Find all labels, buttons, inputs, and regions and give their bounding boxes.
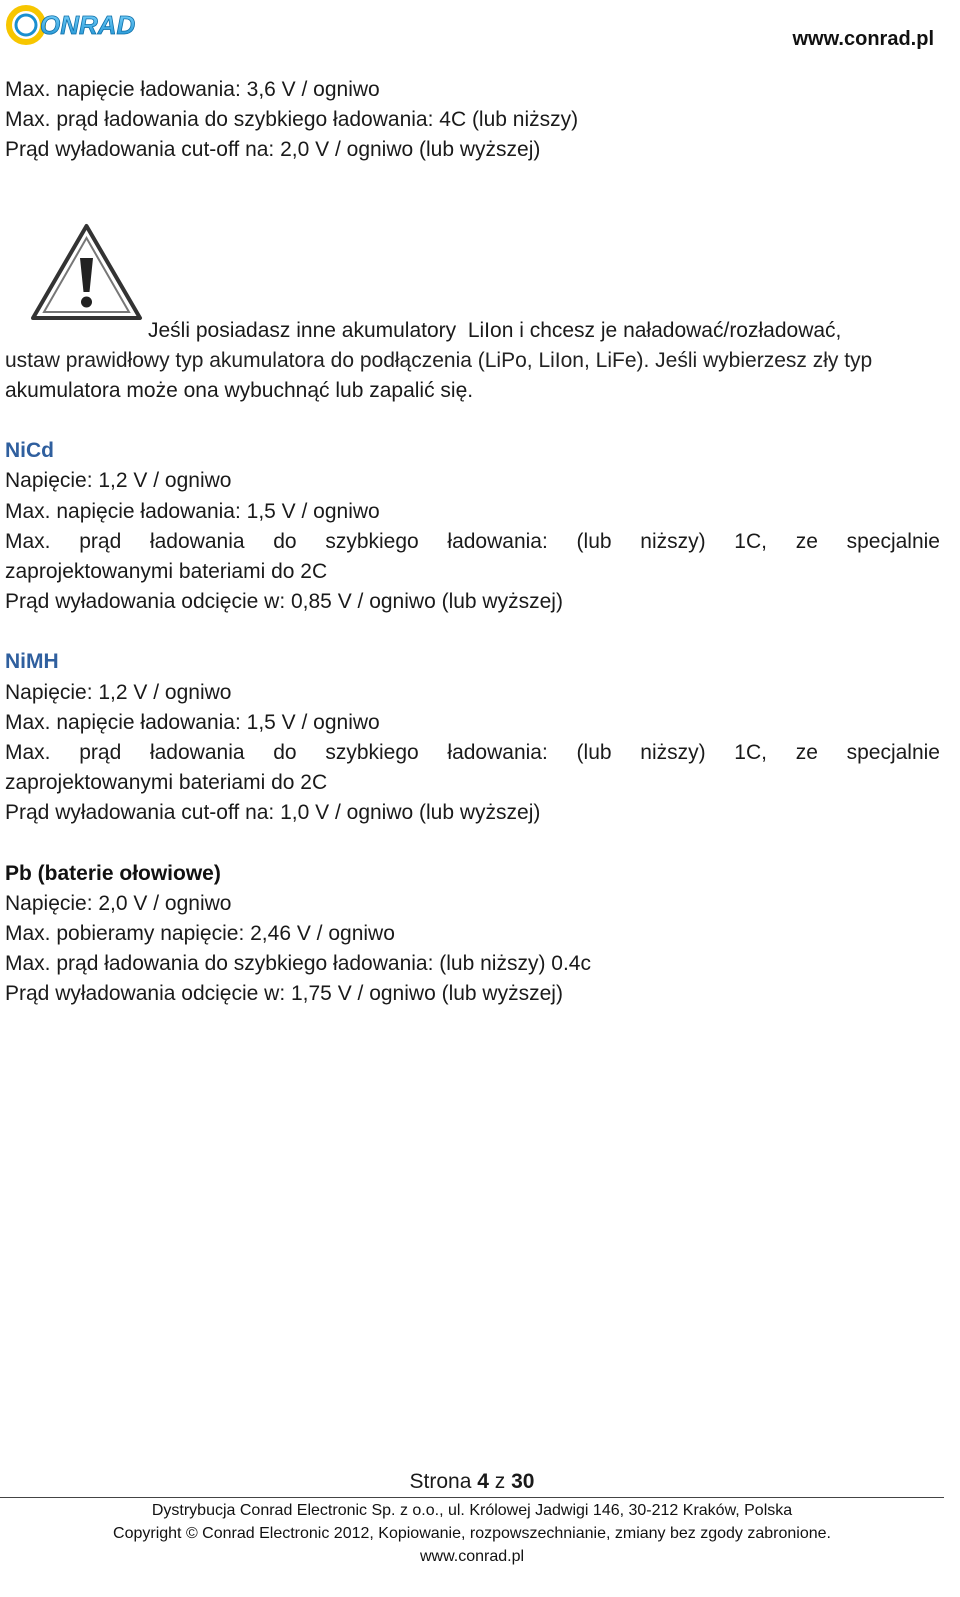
footer-divider — [0, 1497, 944, 1498]
page-current: 4 — [477, 1470, 489, 1493]
nimh-fast-charge-line2: zaprojektowanymi bateriami do 2C — [5, 771, 328, 795]
pb-fast-charge: Max. prąd ładowania do szybkiego ładowania: (lub niższy) 0.4c — [5, 952, 591, 976]
nimh-fast-charge-line1: Max. prąd ładowania do szybkiego ładowania: (lub niższy) 1C, ze specjalnie — [5, 741, 940, 765]
nimh-cutoff: Prąd wyładowania cut-off na: 1,0 V / ogniwo (lub wyższej) — [5, 801, 541, 825]
conrad-logo — [6, 4, 162, 46]
nicd-max-charge-voltage: Max. napięcie ładowania: 1,5 V / ogniwo — [5, 499, 380, 523]
nimh-voltage: Napięcie: 1,2 V / ogniwo — [5, 680, 232, 704]
page-content — [5, 75, 940, 1010]
footer-url[interactable]: www.conrad.pl — [419, 1548, 525, 1565]
pb-heading: Pb (baterie ołowiowe) — [5, 861, 221, 885]
nicd-cutoff: Prąd wyładowania odcięcie w: 0,85 V / ogniwo (lub wyższej) — [5, 590, 563, 614]
liion-fast-charge-current: Max. prąd ładowania do szybkiego ładowania: 4C (lub niższy) — [5, 108, 579, 132]
pb-cutoff: Prąd wyładowania odcięcie w: 1,75 V / ogniwo (lub wyższej) — [5, 982, 563, 1006]
warning-text-line1: Jeśli posiadasz inne akumulatory LiIon i chcesz je naładować/rozładować, — [148, 318, 842, 342]
page-number — [0, 1470, 944, 1494]
footer-copyright: Copyright © Conrad Electronic 2012, Kopiowanie, rozpowszechnianie, zmiany bez zgody zabronione. — [113, 1525, 831, 1542]
nimh-max-charge-voltage: Max. napięcie ładowania: 1,5 V / ogniwo — [5, 710, 380, 734]
page-prefix: Strona — [409, 1470, 478, 1493]
nicd-voltage: Napięcie: 1,2 V / ogniwo — [5, 469, 232, 493]
nicd-fast-charge-line1: Max. prąd ładowania do szybkiego ładowania: (lub niższy) 1C, ze specjalnie — [5, 529, 940, 553]
warning-triangle-icon — [29, 222, 144, 322]
nicd-fast-charge-line2: zaprojektowanymi bateriami do 2C — [5, 560, 328, 584]
pb-voltage: Napięcie: 2,0 V / ogniwo — [5, 891, 232, 915]
warning-text-line2: ustaw prawidłowy typ akumulatora do podłączenia (LiPo, LiIon, LiFe). Jeśli wybierzesz zły typ — [5, 348, 873, 372]
svg-text:ONRAD: ONRAD — [40, 10, 136, 40]
nicd-heading: NiCd — [5, 439, 54, 463]
liion-cutoff: Prąd wyładowania cut-off na: 2,0 V / ogniwo (lub wyższej) — [5, 138, 541, 162]
liion-max-charge-voltage: Max. napięcie ładowania: 3,6 V / ogniwo — [5, 78, 380, 101]
page-total: 30 — [511, 1470, 535, 1493]
pb-max-voltage: Max. pobieramy napięcie: 2,46 V / ogniwo — [5, 922, 395, 946]
nimh-heading: NiMH — [5, 650, 59, 674]
warning-text-line3: akumulatora może ona wybuchnąć lub zapalić się. — [5, 379, 474, 403]
footer-distribution: Dystrybucja Conrad Electronic Sp. z o.o., ul. Królowej Jadwigi 146, 30-212 Kraków, Polska — [151, 1502, 793, 1519]
site-url[interactable]: www.conrad.pl — [792, 28, 934, 50]
page-sep: z — [488, 1470, 512, 1493]
